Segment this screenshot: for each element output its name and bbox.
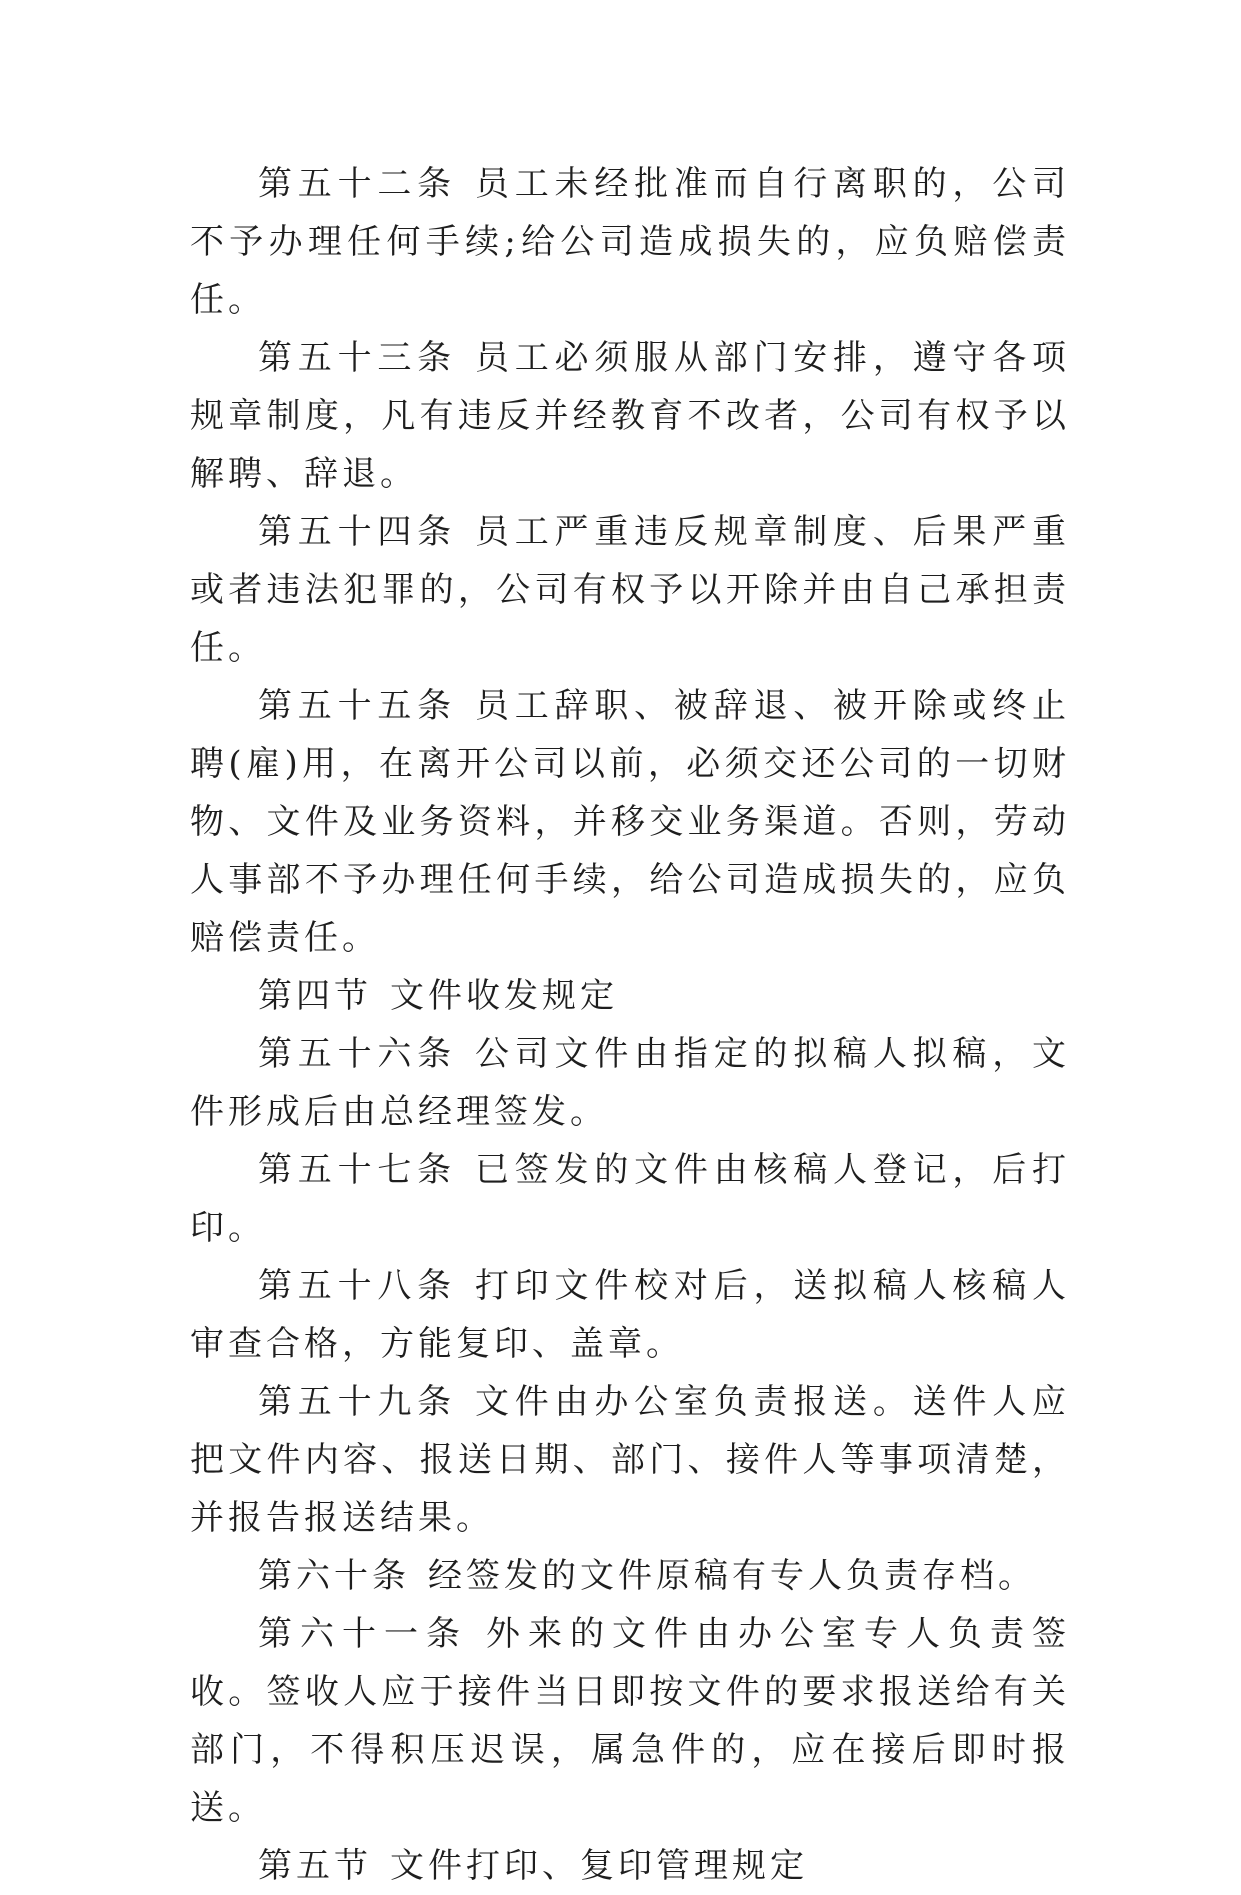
- section-5-heading: [190, 1837, 1070, 1895]
- article-56: [190, 1025, 1070, 1141]
- section-title: 文件打印、复印管理规定: [390, 1846, 808, 1886]
- article-53: [190, 329, 1070, 503]
- article-text: 员工未经批准而自行离职的，公司不予办理任何手续;给公司造成损失的，应负赔偿责任。: [190, 164, 1071, 320]
- article-61: [190, 1605, 1070, 1837]
- article-54: [190, 503, 1070, 677]
- section-number: 第五节: [258, 1846, 372, 1886]
- article-number: 第五十四条: [258, 512, 457, 552]
- section-title: 文件收发规定: [390, 976, 618, 1016]
- article-number: 第五十九条: [258, 1382, 457, 1422]
- article-text: 公司文件由指定的拟稿人拟稿，文件形成后由总经理签发。: [190, 1034, 1071, 1132]
- article-number: 第五十八条: [258, 1266, 457, 1306]
- article-55: [190, 677, 1070, 967]
- article-text: 文件由办公室负责报送。送件人应把文件内容、报送日期、部门、接件人等事项清楚，并报告报送结果。: [190, 1382, 1071, 1538]
- article-58: [190, 1257, 1070, 1373]
- document-body: [190, 155, 1070, 1895]
- article-number: 第五十二条: [258, 164, 457, 204]
- article-text: 经签发的文件原稿有专人负责存档。: [428, 1556, 1036, 1596]
- article-text: 员工辞职、被辞退、被开除或终止聘(雇)用，在离开公司以前，必须交还公司的一切财物、文件及业务资料，并移交业务渠道。否则，劳动人事部不予办理任何手续，给公司造成损失的，应负赔偿责任。: [190, 686, 1071, 958]
- article-60: [190, 1547, 1070, 1605]
- article-57: [190, 1141, 1070, 1257]
- article-number: 第六十一条: [258, 1614, 468, 1654]
- article-number: 第五十五条: [258, 686, 457, 726]
- article-number: 第六十条: [258, 1556, 410, 1596]
- article-text: 外来的文件由办公室专人负责签收。签收人应于接件当日即按文件的要求报送给有关部门，不得积压迟误，属急件的，应在接后即时报送。: [190, 1614, 1070, 1828]
- article-text: 员工必须服从部门安排，遵守各项规章制度，凡有违反并经教育不改者，公司有权予以解聘、辞退。: [190, 338, 1071, 494]
- article-59: [190, 1373, 1070, 1547]
- article-52: [190, 155, 1070, 329]
- article-text: 打印文件校对后，送拟稿人核稿人审查合格，方能复印、盖章。: [190, 1266, 1071, 1364]
- section-number: 第四节: [258, 976, 372, 1016]
- article-number: 第五十三条: [258, 338, 457, 378]
- article-text: 员工严重违反规章制度、后果严重或者违法犯罪的，公司有权予以开除并由自己承担责任。: [190, 512, 1071, 668]
- article-number: 第五十七条: [258, 1150, 457, 1190]
- article-text: 已签发的文件由核稿人登记，后打印。: [190, 1150, 1071, 1248]
- section-4-heading: [190, 967, 1070, 1025]
- article-number: 第五十六条: [258, 1034, 457, 1074]
